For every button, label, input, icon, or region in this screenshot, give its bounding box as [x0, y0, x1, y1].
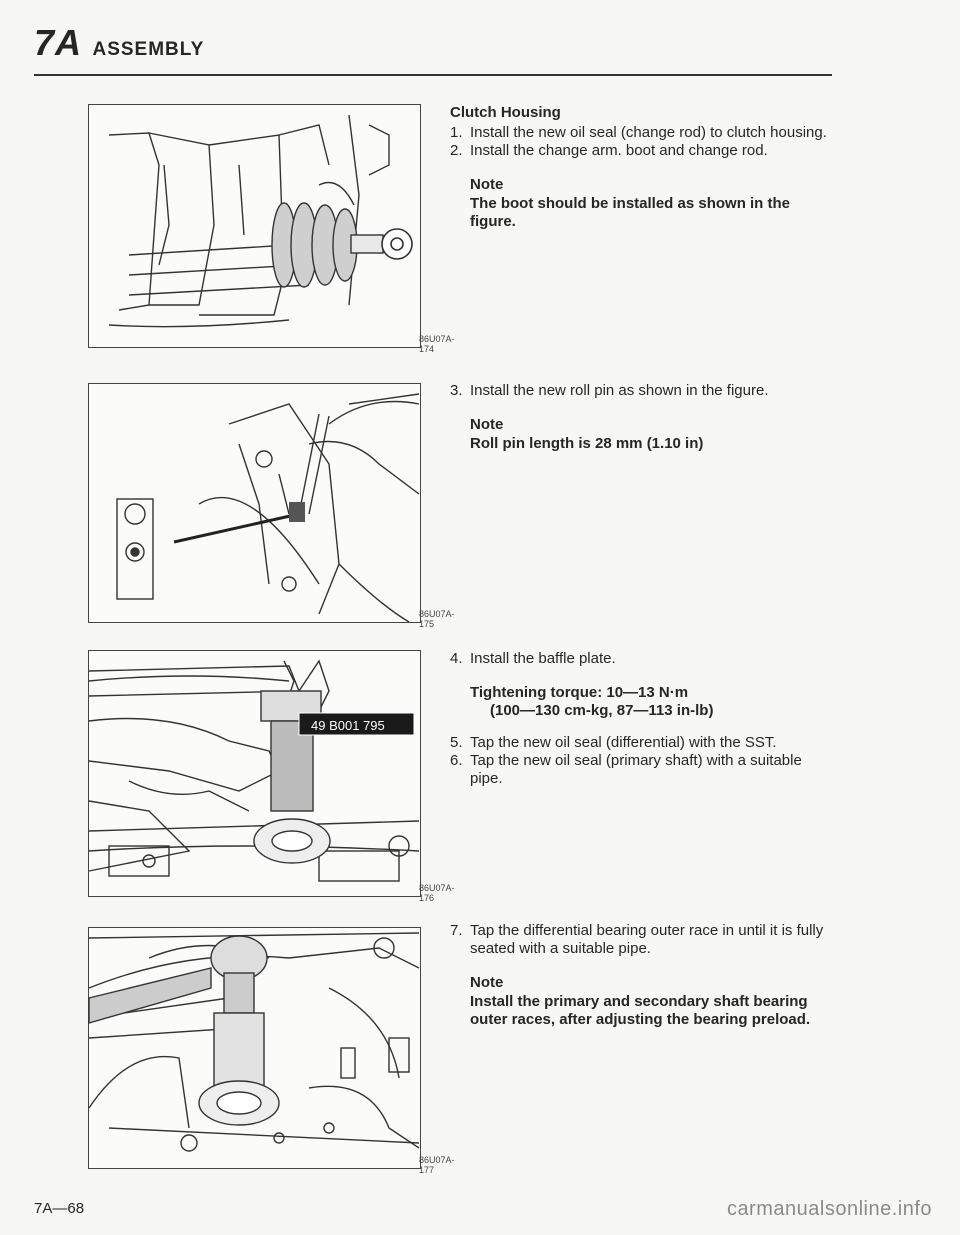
bearing-race-illustration	[89, 928, 420, 1168]
site-watermark: carmanualsonline.info	[726, 1198, 932, 1220]
tightening-torque	[450, 684, 835, 720]
step-number: 7.	[450, 922, 463, 939]
figure-code: 86U07A-176	[419, 883, 455, 903]
step-item	[450, 922, 835, 958]
baffle-plate-section	[450, 650, 835, 788]
figure-code: 86U07A-175	[419, 609, 455, 629]
step-item	[450, 734, 835, 752]
section-heading: Clutch Housing	[450, 104, 561, 121]
step-item	[450, 124, 835, 142]
note	[450, 176, 835, 231]
step-text: Install the baffle plate.	[470, 650, 616, 667]
note-label: Note	[470, 416, 504, 433]
roll-pin-section	[450, 382, 835, 453]
oil-seal-tapping-illustration	[89, 651, 420, 896]
note-label: Note	[470, 974, 504, 991]
figure-baffle-oil-seal	[88, 650, 455, 903]
step-text: Tap the new oil seal (primary shaft) with a suitable pipe.	[470, 752, 802, 787]
figure-code: 86U07A-174	[419, 334, 455, 354]
figure-bearing-outer-race	[88, 927, 455, 1175]
page-number: 7A—68	[34, 1200, 85, 1217]
boot-change-rod-illustration	[89, 105, 420, 347]
figure-code: 86U07A-177	[419, 1155, 455, 1175]
sst-label: 49 B001 795	[311, 718, 385, 733]
step-number: 1.	[450, 124, 463, 141]
note-text: Roll pin length is 28 mm (1.10 in)	[470, 435, 704, 452]
step-text: Install the new roll pin as shown in the figure.	[470, 382, 769, 399]
step-number: 2.	[450, 142, 463, 159]
step-text: Tap the new oil seal (differential) with the SST.	[470, 734, 777, 751]
step-item	[450, 382, 835, 400]
step-number: 6.	[450, 752, 463, 769]
step-number: 4.	[450, 650, 463, 667]
torque-nm: Tightening torque: 10—13 N·m	[470, 684, 689, 701]
figure-boot-change-rod	[88, 104, 455, 354]
note	[450, 974, 835, 1029]
note	[450, 416, 835, 453]
note-text: Install the primary and secondary shaft bearing outer races, after adjusting the bearing preload.	[470, 993, 811, 1028]
figure-roll-pin	[88, 383, 455, 629]
section-header	[34, 22, 204, 64]
step-text: Install the new oil seal (change rod) to clutch housing.	[470, 124, 827, 141]
section-number: 7A	[34, 22, 83, 63]
step-text: Install the change arm. boot and change rod.	[470, 142, 768, 159]
header-rule	[34, 74, 832, 76]
torque-alt-units: (100—130 cm-kg, 87—113 in-lb)	[490, 702, 714, 719]
bearing-race-section	[450, 922, 835, 1029]
step-number: 5.	[450, 734, 463, 751]
step-item	[450, 650, 835, 668]
step-item	[450, 142, 835, 160]
step-text: Tap the differential bearing outer race in until it is fully seated with a suitable pipe.	[470, 922, 824, 957]
note-label: Note	[470, 176, 504, 193]
step-item	[450, 752, 835, 788]
note-text: The boot should be installed as shown in the figure.	[470, 195, 791, 230]
roll-pin-illustration	[89, 384, 420, 622]
step-number: 3.	[450, 382, 463, 399]
clutch-housing-section	[450, 104, 835, 231]
section-title: ASSEMBLY	[92, 39, 205, 60]
